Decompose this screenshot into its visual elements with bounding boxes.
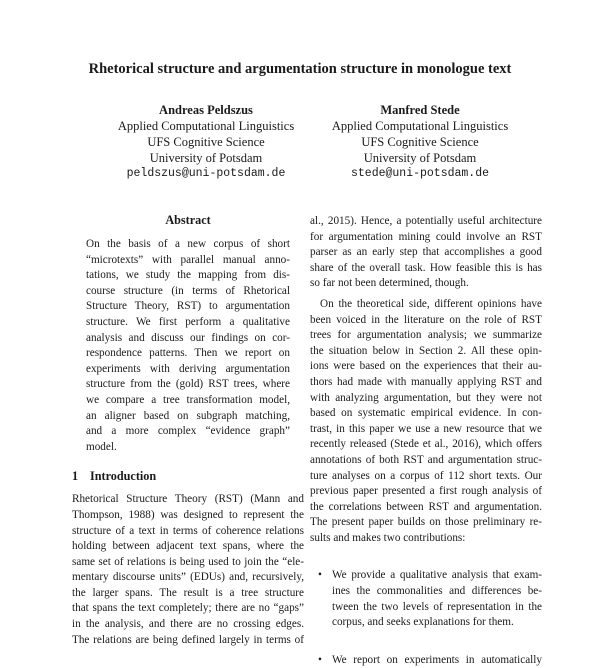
body-line: so far not been determined, though. xyxy=(310,277,469,290)
author-affiliation: Applied Computational Linguistics xyxy=(117,119,295,133)
body-line: corpus, and seeks explanations for them. xyxy=(332,616,514,629)
body-line: parser as an early step that accomplishes a good xyxy=(310,246,542,259)
body-line: for argumentation mining could involve an RST xyxy=(310,230,542,243)
body-line: been voiced in the literature on the role of RST xyxy=(310,313,542,326)
body-line: trees for argumentation analysis; we summarize xyxy=(310,329,542,342)
body-line: annotations of both RST and argumentation struc- xyxy=(310,453,542,466)
author-name: Andreas Peldszus xyxy=(159,103,253,117)
abstract-line: On the basis of a new corpus of short xyxy=(86,238,290,250)
abstract-line: model. xyxy=(86,440,117,453)
author-name: Manfred Stede xyxy=(380,103,460,117)
abstract-line: an aligner based on subgraph matching, xyxy=(86,409,290,422)
contribution-item-2 xyxy=(310,653,542,668)
abstract-line: and a more complex “evidence graph” xyxy=(86,425,290,438)
bullet-icon: • xyxy=(318,653,322,666)
body-line: The relations are being defined largely in terms of xyxy=(72,633,304,646)
body-line: trast, in this paper we use a new resource that we xyxy=(310,422,542,435)
author-affiliation: University of Potsdam xyxy=(363,151,477,165)
body-line: We provide a qualitative analysis that exam- xyxy=(332,569,542,582)
body-line: mentary discourse units” (EDUs) and, recursively, xyxy=(72,571,304,584)
author-email: stede@uni-potsdam.de xyxy=(350,167,490,180)
author-affiliation: Applied Computational Linguistics xyxy=(331,119,509,133)
body-line: ines the commonalities and differences be- xyxy=(332,585,542,598)
section-heading xyxy=(72,468,304,484)
author-block-2 xyxy=(310,102,530,182)
body-line: sults and makes two contributions: xyxy=(310,531,466,544)
abstract-line: we compare a tree transformation model, xyxy=(86,393,290,406)
author-block-1 xyxy=(96,102,316,182)
abstract-line: tations, we study the mapping from dis- xyxy=(86,269,290,282)
body-line: holding between adjacent text spans, where the xyxy=(72,540,304,553)
author-email: peldszus@uni-potsdam.de xyxy=(126,167,286,180)
body-line: Thompson, 1988) was designed to represent the xyxy=(72,508,304,521)
author-affiliation: UFS Cognitive Science xyxy=(147,135,265,149)
bullet-icon: • xyxy=(318,569,322,582)
body-line: al., 2015). Hence, a potentially useful architecture xyxy=(310,215,542,227)
body-line: the situation below in Section 2. All these opin- xyxy=(310,344,542,357)
continued-paragraph xyxy=(310,214,542,292)
abstract-line: respondence patterns. Then we report on xyxy=(86,347,290,360)
body-line: The present paper builds on those preliminary re- xyxy=(310,516,542,529)
body-line: structure of a text in terms of coherence relations xyxy=(72,524,304,537)
abstract-line: analysis and discuss our findings on cor- xyxy=(86,331,290,344)
body-line: based on systematic empirical evidence. In con- xyxy=(310,407,542,420)
abstract-heading: Abstract xyxy=(165,213,211,227)
body-line: with analyzing argumentation, but they were not xyxy=(310,391,542,404)
body-line: share of the overall task. How feasible this is has xyxy=(310,261,542,274)
section-number: 1 xyxy=(72,469,79,484)
paper-title: Rhetorical structure and argumentation structure in monologue text xyxy=(88,61,512,77)
abstract-line: structure. We first perform a qualitative xyxy=(86,315,290,328)
body-line: the correlations between RST and argumentation. xyxy=(310,500,542,513)
body-line: in the analysis, and there are no crossing edges. xyxy=(72,618,304,631)
body-line: that spans the text completely; there are no “gaps” xyxy=(72,602,304,615)
abstract-line: “microtexts” with parallel manual anno- xyxy=(86,253,290,266)
body-line: Rhetorical Structure Theory (RST) (Mann and xyxy=(72,493,304,506)
abstract-body xyxy=(86,237,290,455)
body-line: ture analyses on a corpus of 112 short texts. Our xyxy=(310,469,542,482)
abstract-line: experiments with deriving argumentation xyxy=(86,362,290,375)
abstract-line: Structure Theory, RST) to argumentation xyxy=(86,300,290,313)
author-affiliation: UFS Cognitive Science xyxy=(361,135,479,149)
body-line: On the theoretical side, different opinions have xyxy=(320,297,542,310)
body-line: same set of relations is being used to join the “ele- xyxy=(72,555,304,568)
intro-paragraph xyxy=(72,492,304,648)
theory-paragraph xyxy=(310,297,542,547)
left-column xyxy=(72,212,304,648)
body-line: previous paper presented a first rough analysis of xyxy=(310,485,542,498)
body-line: recently released (Stede et al., 2016), which offers xyxy=(310,438,542,451)
body-line: ions were based on the experiences that their au- xyxy=(310,360,542,373)
body-line: tween the two levels of representation in the xyxy=(332,600,542,613)
abstract-line: structure from the (gold) RST trees, where xyxy=(86,378,290,391)
body-line: thors had made with manually applying RST and xyxy=(310,375,542,388)
author-affiliation: University of Potsdam xyxy=(149,151,263,165)
body-line: the larger spans. The result is a tree structure xyxy=(72,586,304,599)
section-title: Introduction xyxy=(90,469,157,484)
body-line: We report on experiments in automatically xyxy=(332,653,542,666)
abstract-line: course structure (in terms of Rhetorical xyxy=(86,284,290,297)
